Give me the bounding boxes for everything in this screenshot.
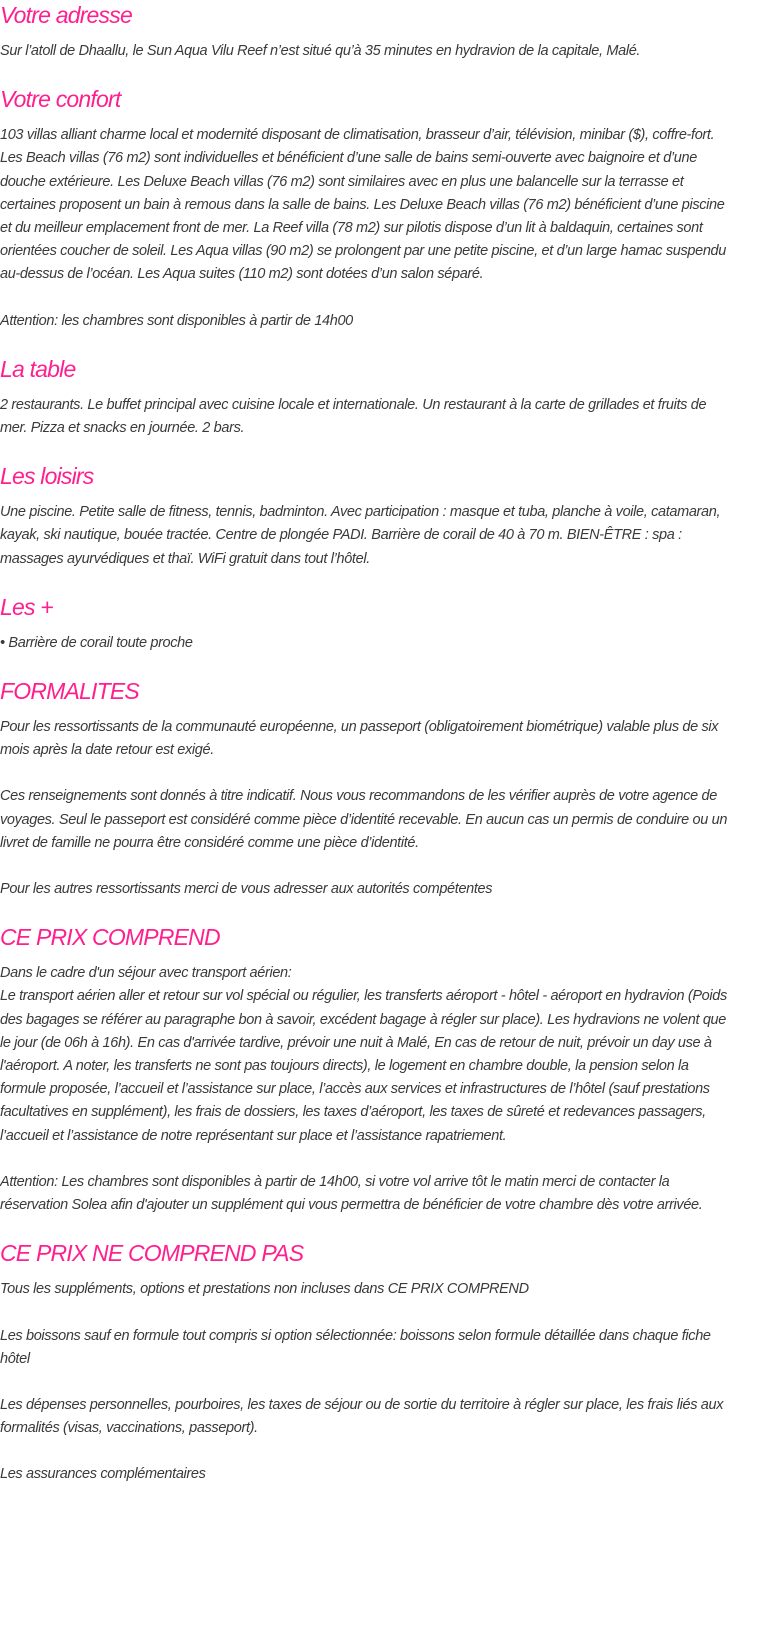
paragraph — [0, 785, 735, 855]
section-heading: CE PRIX NE COMPREND PAS — [0, 1240, 304, 1267]
section-heading: Votre confort — [0, 86, 121, 113]
paragraph — [0, 40, 735, 63]
section-heading: Les + — [0, 593, 53, 620]
paragraph-text: Dans le cadre d'un séjour avec transport aérien: — [0, 965, 292, 982]
paragraph — [0, 1325, 735, 1371]
section-votre-adresse — [0, 0, 735, 63]
paragraph-text: Le transport aérien aller et retour sur vol spécial ou régulier, les transferts aéroport - hôtel - aéroport en hydravion (Poids des bagages se référer au paragraphe bon à savoir, excédent bagage à régler sur place). Les hydravions ne volent que le jour (de 06h à 16h). En cas d'arrivée tardive, prévoir une nuit à Malé, En cas de retour de nuit, prévoir un day use à l'aéroport. A noter, les transferts ne sont pas toujours directs), le logement en chambre double, la pension selon la formule proposée, l’accueil et l’assistance sur place, l’accès aux services et infrastructures de l’hôtel (sauf prestations facultatives en supplément), les frais de dossiers, les taxes d’aéroport, les taxes de sûreté et redevances passagers, l’accueil et l’assistance de notre représentant sur place et l’assistance rapatriement. — [0, 988, 727, 1144]
paragraph-text: 2 restaurants. Le buffet principal avec cuisine locale et internationale. Un restaurant à la carte de grillades et fruits de mer. Pizza et snacks en journée. 2 bars. — [0, 396, 707, 437]
paragraph-text: Les boissons sauf en formule tout compris si option sélectionnée: boissons selon formule détaillée dans chaque fiche hôtel — [0, 1327, 711, 1367]
paragraph — [0, 1463, 735, 1486]
paragraph — [0, 124, 735, 286]
section-les-plus — [0, 592, 735, 655]
paragraph — [0, 501, 735, 571]
section-heading: Les loisirs — [0, 463, 94, 490]
section-ce-prix-comprend — [0, 922, 735, 1217]
section-heading: CE PRIX COMPREND — [0, 924, 220, 951]
paragraph-text: Les dépenses personnelles, pourboires, les taxes de séjour ou de sortie du territoire à régler sur place, les frais liés aux formalités (visas, vaccinations, passeport). — [0, 1396, 724, 1437]
paragraph — [0, 1278, 735, 1301]
paragraph — [0, 1394, 735, 1440]
paragraph-text: Sur l’atoll de Dhaallu, le Sun Aqua Vilu Reef n’est situé qu’à 35 minutes en hydravion de la capitale, Malé. — [0, 43, 641, 59]
paragraph-text: Une piscine. Petite salle de fitness, tennis, badminton. Avec participation : masque et tuba, planche à voile, catamaran, kayak, ski nautique, bouée tractée. Centre de plongée PADI. Barrière de corail de 40 à 70 m. BIEN-ÊTRE : spa : massages ayurvédiques et thaï. WiFi gratuit dans tout l’hôtel. — [0, 504, 721, 567]
paragraph-text: Ces renseignements sont donnés à titre indicatif. Nous vous recommandons de les vérifier auprès de votre agence de voyages. Seul le passeport est considéré comme pièce d’identité recevable. En aucun cas un permis de conduire ou un livret de famille ne pourra être considéré comme une pièce d’identité. — [0, 788, 728, 851]
section-ce-prix-ne-comprend-pas — [0, 1238, 735, 1486]
paragraph — [0, 394, 735, 440]
paragraph-text: 103 villas alliant charme local et modernité disposant de climatisation, brasseur d’air, télévision, minibar ($), coffre-fort. Les Beach villas (76 m2) sont individuelles et bénéficient d’une salle de bains semi-ouverte avec baignoire et d’une douche extérieure. Les Deluxe Beach villas (76 m2) sont similaires avec en plus une balancelle sur la terrasse et certaines proposent un bain à remous dans la salle de bains. Les Deluxe Beach villas (76 m2) bénéficient d’une piscine et du meilleur emplacement front de mer. La Reef villa (78 m2) sur pilotis dispose d’un lit à baldaquin, certaines sont orientées coucher de soleil. Les Aqua villas (90 m2) se prolongent par une petite piscine, et d’un large hamac suspendu au-dessus de l’océan. Les Aqua suites (110 m2) sont dotées d’un salon séparé. — [0, 127, 726, 283]
paragraph — [0, 632, 735, 655]
paragraph — [0, 1171, 735, 1217]
paragraph-text: • Barrière de corail toute proche — [0, 634, 193, 651]
paragraph-text: Tous les suppléments, options et prestations non incluses dans CE PRIX COMPREND — [0, 1281, 529, 1298]
section-formalites — [0, 676, 735, 901]
section-votre-confort — [0, 84, 735, 333]
section-la-table — [0, 354, 735, 440]
paragraph-text: Les assurances complémentaires — [0, 1466, 206, 1483]
section-heading: La table — [0, 355, 76, 382]
paragraph — [0, 310, 735, 333]
paragraph-text: Attention: les chambres sont disponibles à partir de 14h00 — [0, 312, 353, 329]
section-les-loisirs — [0, 461, 735, 571]
paragraph — [0, 878, 735, 901]
section-heading: Votre adresse — [0, 2, 132, 28]
paragraph — [0, 962, 735, 1148]
paragraph-text: Pour les ressortissants de la communauté européenne, un passeport (obligatoirement biométrique) valable plus de six mois après la date retour est exigé. — [0, 719, 719, 759]
paragraph-text: Attention: Les chambres sont disponibles à partir de 14h00, si votre vol arrive tôt le matin merci de contacter la réservation Solea afin d'ajouter un supplément qui vous permettra de bénéficier de votre chambre dès votre arrivée. — [0, 1173, 703, 1214]
paragraph — [0, 716, 735, 762]
section-heading: FORMALITES — [0, 678, 139, 705]
paragraph-text: Pour les autres ressortissants merci de vous adresser aux autorités compétentes — [0, 881, 493, 898]
